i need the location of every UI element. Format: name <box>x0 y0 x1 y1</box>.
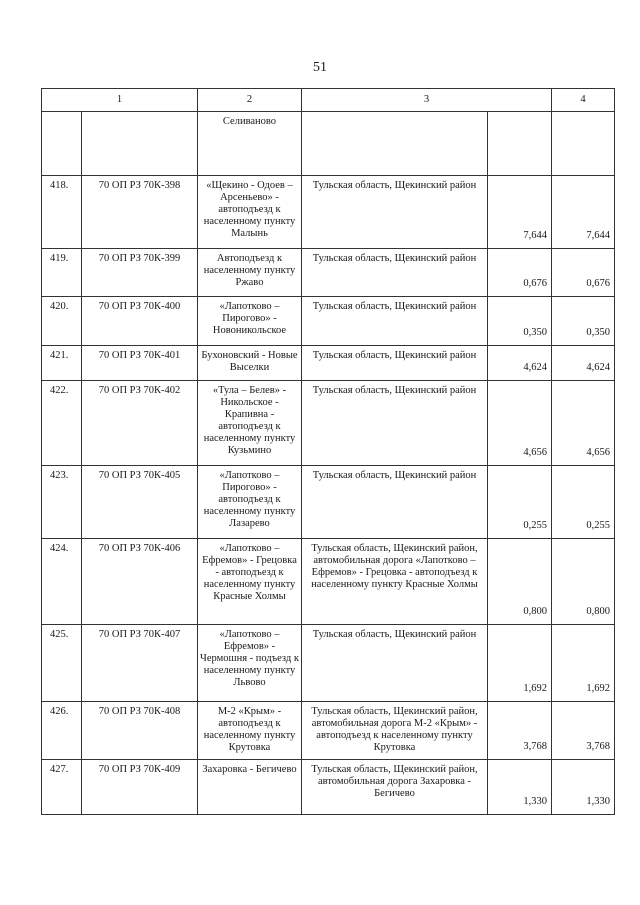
cell-location: Тульская область, Щекинский район <box>302 176 488 249</box>
header-row <box>42 89 615 112</box>
header-col-3: 3 <box>302 89 552 112</box>
cell-name: М-2 «Крым» - автоподъезд к населенному пункту Крутовка <box>198 702 302 760</box>
cell-length: 3,768 <box>488 702 552 760</box>
cell-length: 0,676 <box>488 249 552 297</box>
cell-num: 420. <box>42 297 82 346</box>
cell-location: Тульская область, Щекинский район <box>302 625 488 702</box>
cell-location: Тульская область, Щекинский район, автомобильная дорога «Лапотково – Ефремов» - Грецовка - автоподъезд к населенному пункту Красные Холмы <box>302 539 488 625</box>
cell-name: «Лапотково – Ефремов» - Чермошня - подъезд к населенному пункту Львово <box>198 625 302 702</box>
cell-num: 427. <box>42 760 82 815</box>
table-row <box>42 625 615 702</box>
table-row <box>42 466 615 539</box>
cell-length-total: 1,692 <box>552 625 615 702</box>
table-row <box>42 760 615 815</box>
cell-num: 418. <box>42 176 82 249</box>
cell-num: 426. <box>42 702 82 760</box>
cell-length: 4,656 <box>488 381 552 466</box>
cell-name: Автоподъезд к населенному пункту Ржаво <box>198 249 302 297</box>
cell-code: 70 ОП РЗ 70К-399 <box>82 249 198 297</box>
table-row <box>42 539 615 625</box>
cell-name: «Тула – Белев» - Никольское - Крапивна - автоподъезд к населенному пункту Кузьмино <box>198 381 302 466</box>
cell-name: Бухоновский - Новые Выселки <box>198 346 302 381</box>
table-row <box>42 346 615 381</box>
cell-code: 70 ОП РЗ 70К-409 <box>82 760 198 815</box>
cell-num: 422. <box>42 381 82 466</box>
cell-name: «Лапотково – Ефремов» - Грецовка - автоподъезд к населенному пункту Красные Холмы <box>198 539 302 625</box>
cell-length: 0,255 <box>488 466 552 539</box>
cell-num: 423. <box>42 466 82 539</box>
cell-code: 70 ОП РЗ 70К-406 <box>82 539 198 625</box>
cell-location <box>302 112 488 176</box>
cell-location: Тульская область, Щекинский район, автомобильная дорога Захаровка - Бегичево <box>302 760 488 815</box>
cell-location: Тульская область, Щекинский район <box>302 346 488 381</box>
table-row <box>42 249 615 297</box>
cell-code: 70 ОП РЗ 70К-401 <box>82 346 198 381</box>
cell-code: 70 ОП РЗ 70К-405 <box>82 466 198 539</box>
page-number: 51 <box>313 60 327 75</box>
cell-num: 425. <box>42 625 82 702</box>
cell-length-total: 7,644 <box>552 176 615 249</box>
cell-length: 1,330 <box>488 760 552 815</box>
cell-location: Тульская область, Щекинский район <box>302 297 488 346</box>
table-row <box>42 702 615 760</box>
cell-length: 0,350 <box>488 297 552 346</box>
cell-length-total: 0,800 <box>552 539 615 625</box>
header-col-4: 4 <box>552 89 615 112</box>
cell-length: 0,800 <box>488 539 552 625</box>
cell-length <box>488 112 552 176</box>
cell-code <box>82 112 198 176</box>
table-row <box>42 381 615 466</box>
cell-location: Тульская область, Щекинский район <box>302 381 488 466</box>
cell-num: 419. <box>42 249 82 297</box>
cell-name: «Лапотково – Пирогово» - Новоникольское <box>198 297 302 346</box>
cell-code: 70 ОП РЗ 70К-408 <box>82 702 198 760</box>
cell-length-total: 0,350 <box>552 297 615 346</box>
table-row-continuation <box>42 112 615 176</box>
cell-location: Тульская область, Щекинский район <box>302 466 488 539</box>
cell-name: Селиваново <box>198 112 302 176</box>
cell-length-total: 3,768 <box>552 702 615 760</box>
cell-length-total: 1,330 <box>552 760 615 815</box>
cell-name: Захаровка - Бегичево <box>198 760 302 815</box>
cell-code: 70 ОП РЗ 70К-402 <box>82 381 198 466</box>
cell-code: 70 ОП РЗ 70К-400 <box>82 297 198 346</box>
cell-name: «Щекино - Одоев – Арсеньево» - автоподъезд к населенному пункту Малынь <box>198 176 302 249</box>
cell-num: 421. <box>42 346 82 381</box>
cell-num: 424. <box>42 539 82 625</box>
cell-length-total: 4,624 <box>552 346 615 381</box>
roads-table <box>41 88 615 815</box>
cell-length-total: 0,676 <box>552 249 615 297</box>
header-col-1: 1 <box>42 89 198 112</box>
cell-code: 70 ОП РЗ 70К-398 <box>82 176 198 249</box>
cell-num <box>42 112 82 176</box>
cell-length-total: 4,656 <box>552 381 615 466</box>
cell-length: 7,644 <box>488 176 552 249</box>
cell-length: 1,692 <box>488 625 552 702</box>
cell-code: 70 ОП РЗ 70К-407 <box>82 625 198 702</box>
table-row <box>42 176 615 249</box>
cell-name: «Лапотково – Пирогово» - автоподъезд к населенному пункту Лазарево <box>198 466 302 539</box>
cell-length-total <box>552 112 615 176</box>
cell-length-total: 0,255 <box>552 466 615 539</box>
table-row <box>42 297 615 346</box>
cell-location: Тульская область, Щекинский район <box>302 249 488 297</box>
header-col-2: 2 <box>198 89 302 112</box>
cell-location: Тульская область, Щекинский район, автомобильная дорога М-2 «Крым» - автоподъезд к населенному пункту Крутовка <box>302 702 488 760</box>
cell-length: 4,624 <box>488 346 552 381</box>
